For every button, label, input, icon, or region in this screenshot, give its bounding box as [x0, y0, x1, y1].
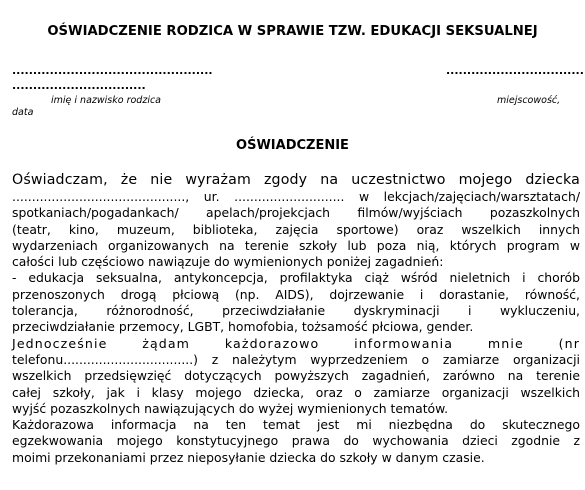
declaration-line: ............................................, ur. ............................ w lekcjach/zajęciach/warsztatach/: [12, 189, 580, 204]
declaration-line: Każdorazowa informacja na ten temat jest mi niezbędna do skutecznego: [12, 417, 580, 433]
declaration-line: tolerancja, różnorodność, przeciwdziałanie dyskryminacji i wykluczeniu,: [12, 303, 580, 319]
declaration-line: przeciwdziałanie przemocy, LGBT, homofobia, tożsamość płciowa, gender.: [12, 319, 474, 335]
place-date-label: miejscowość,: [497, 95, 561, 106]
parent-name-dots: ................................................: [12, 64, 213, 77]
declaration-line: wszelkich przedsięwzięć dotyczących powyższych zagadnień, zarówno na terenie: [12, 368, 580, 384]
section-title: OŚWIADCZENIE: [236, 138, 349, 153]
date-label: data: [12, 107, 34, 118]
declaration-line: - edukacja seksualna, antykoncepcja, profilaktyka ciąż wśród nieletnich i chorób: [12, 270, 580, 286]
declaration-line: moimi przekonaniami przez nieposyłanie dziecka do szkoły w danym czasie.: [12, 449, 485, 465]
declaration-line: przenoszonych drogą płciową (np. AIDS), dojrzewanie i dorastanie, równość,: [12, 286, 580, 302]
declaration-line: (teatr, kino, muzeum, biblioteka, zajęcia sportowe) oraz wszelkich innych: [12, 221, 580, 237]
declaration-line: egzekwowania mojego konstytucyjnego prawa do wychowania dzieci zgodnie z: [12, 433, 580, 449]
declaration-line: Jednocześnie żądam każdorazowo informowania mnie (nr: [12, 335, 580, 351]
document-title: OŚWIADCZENIE RODZICA W SPRAWIE TZW. EDUKACJI SEKSUALNEJ: [47, 24, 538, 39]
declaration-line: całości lub częściowo nawiązuje do wymienionych poniżej zagadnień:: [12, 254, 444, 270]
declaration-line: spotkaniach/pogadankach/ apelach/projekcjach filmów/wyjściach pozaszkolnych: [12, 205, 580, 221]
place-date-dots: .................................: [446, 64, 584, 77]
declaration-line: całej szkoły, jak i klasy mojego dziecka, oraz o zamiarze organizacji wszelkich: [12, 384, 580, 400]
declaration-line: wydarzeniach organizowanych na terenie szkoły lub poza nią, których program w: [12, 237, 580, 253]
declaration-line: telefonu.................................) z należytym wyprzedzeniem o zamiarze organizacji: [12, 351, 580, 367]
declaration-line: wyjść pozaszkolnych nawiązujących do wyżej wymienionych tematów.: [12, 400, 449, 416]
declaration-line: Oświadczam, że nie wyrażam zgody na uczestnictwo mojego dziecka: [12, 172, 580, 188]
parent-name-label: imię i nazwisko rodzica: [51, 95, 161, 106]
parent-name-dots-continued: ................................: [12, 79, 146, 92]
declaration-body: [12, 172, 580, 466]
